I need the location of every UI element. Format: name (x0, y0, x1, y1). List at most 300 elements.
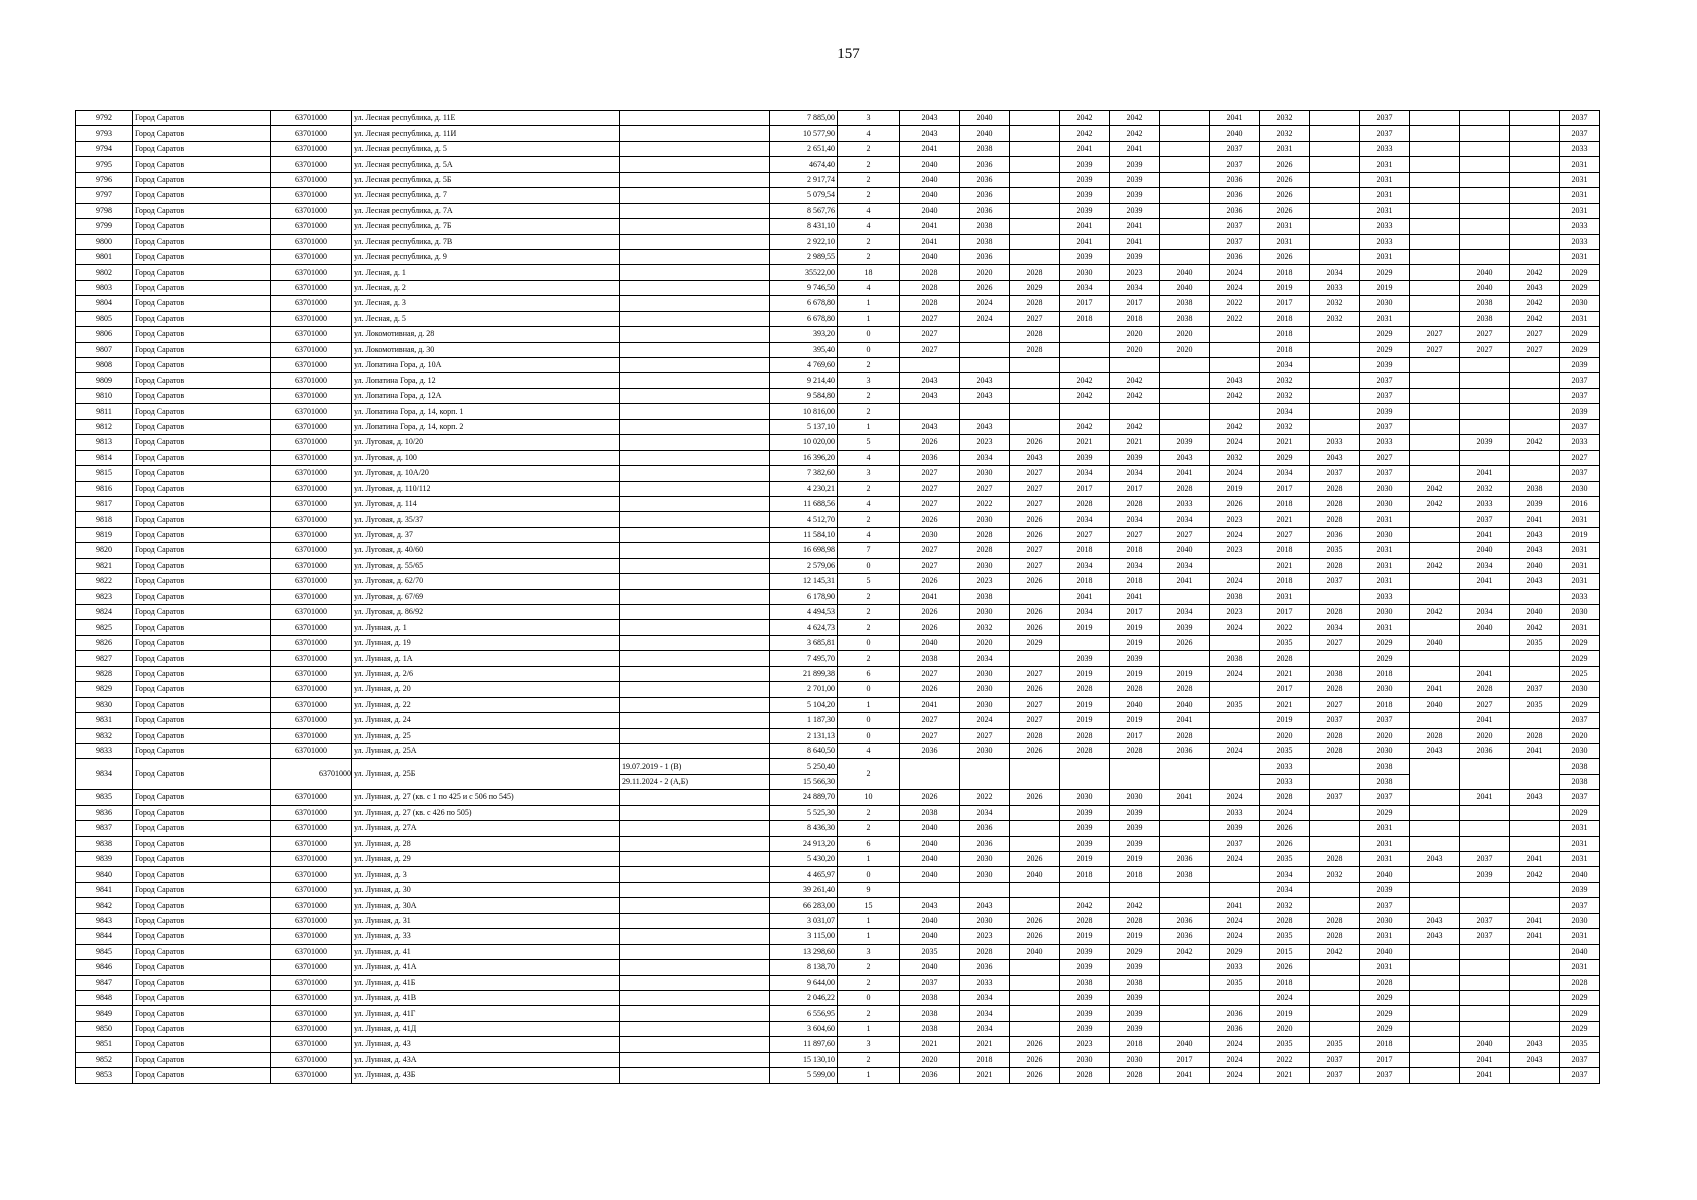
year-cell: 2031 (1560, 203, 1600, 218)
year-cell: 2024 (1210, 265, 1260, 280)
count-cell: 5 (838, 435, 900, 450)
year-cell: 2035 (900, 944, 960, 959)
year-cell: 2027 (1160, 527, 1210, 542)
year-cell: 2041 (1410, 682, 1460, 697)
year-cell (1010, 1006, 1060, 1021)
table-row (76, 311, 1600, 326)
year-cell: 2029 (1560, 1006, 1600, 1021)
count-cell: 1 (838, 913, 900, 928)
area-cell: 11 897,60 (770, 1037, 838, 1052)
year-cell: 2033 (1560, 435, 1600, 450)
year-cell: 2024 (1210, 527, 1260, 542)
year-cell: 2018 (1060, 867, 1110, 882)
year-cell (900, 404, 960, 419)
year-cell: 2027 (900, 558, 960, 573)
year-cell: 2034 (1260, 358, 1310, 373)
year-cell: 2042 (1210, 388, 1260, 403)
count-cell: 2 (838, 1052, 900, 1067)
year-cell: 2029 (1560, 651, 1600, 666)
municipality-cell: Город Саратов (133, 188, 271, 203)
year-cell: 2036 (1160, 913, 1210, 928)
area-cell: 2 989,55 (770, 249, 838, 264)
year-cell: 2037 (1560, 790, 1600, 805)
year-cell (1160, 960, 1210, 975)
oktmo-code-cell: 63701000 (271, 481, 352, 496)
year-cell: 2042 (1510, 435, 1560, 450)
year-cell (1310, 203, 1360, 218)
year-cell (1010, 419, 1060, 434)
year-cell: 2029 (1210, 944, 1260, 959)
year-cell: 2035 (1210, 697, 1260, 712)
address-cell: ул. Лесная, д. 1 (352, 265, 620, 280)
year-cell: 2029 (1560, 990, 1600, 1005)
note-cell (620, 743, 770, 758)
year-cell (1110, 358, 1160, 373)
year-cell (1410, 466, 1460, 481)
year-cell: 2028 (900, 265, 960, 280)
year-cell: 2040 (900, 157, 960, 172)
year-cell: 2019 (1260, 713, 1310, 728)
table-row (76, 419, 1600, 434)
municipality-cell: Город Саратов (133, 620, 271, 635)
year-cell: 2026 (1010, 790, 1060, 805)
year-cell: 2026 (900, 435, 960, 450)
year-cell: 2031 (1360, 836, 1410, 851)
year-cell: 2040 (1010, 944, 1060, 959)
year-cell (1310, 342, 1360, 357)
year-cell: 2037 (1560, 466, 1600, 481)
address-cell: ул. Луговая, д. 40/60 (352, 543, 620, 558)
year-cell (1410, 249, 1460, 264)
year-cell: 2029 (1360, 805, 1410, 820)
year-cell: 2026 (1260, 249, 1310, 264)
year-cell: 2039 (1110, 836, 1160, 851)
year-cell: 2037 (1210, 219, 1260, 234)
year-cell: 2029 (1560, 342, 1600, 357)
year-cell: 2026 (1010, 605, 1060, 620)
year-cell: 2029 (1110, 944, 1160, 959)
year-cell: 2034 (1160, 512, 1210, 527)
table-row (76, 280, 1600, 295)
municipality-cell: Город Саратов (133, 512, 271, 527)
year-cell: 2028 (1310, 728, 1360, 743)
area-cell: 8 567,76 (770, 203, 838, 218)
note-cell (620, 435, 770, 450)
year-cell: 2036 (900, 450, 960, 465)
year-cell (1510, 419, 1560, 434)
year-cell: 2039 (1110, 450, 1160, 465)
year-cell: 2028 (1160, 728, 1210, 743)
count-cell: 5 (838, 574, 900, 589)
note-cell (620, 358, 770, 373)
address-cell: ул. Локомотивная, д. 28 (352, 327, 620, 342)
year-cell: 2019 (1060, 666, 1110, 681)
year-cell: 2039 (1160, 435, 1210, 450)
year-cell: 2036 (900, 743, 960, 758)
address-cell: ул. Лунная, д. 30 (352, 882, 620, 897)
row-number-cell: 9850 (76, 1021, 133, 1036)
row-number-cell: 9807 (76, 342, 133, 357)
count-cell: 1 (838, 697, 900, 712)
year-cell (1410, 126, 1460, 141)
address-cell: ул. Лунная, д. 27А (352, 821, 620, 836)
year-cell: 2037 (1310, 713, 1360, 728)
year-cell: 2031 (1360, 821, 1410, 836)
oktmo-code-cell: 63701000 (271, 342, 352, 357)
year-cell (1460, 1006, 1510, 1021)
year-cell: 2042 (1510, 265, 1560, 280)
area-cell: 4 512,70 (770, 512, 838, 527)
year-cell: 2037 (1310, 1052, 1360, 1067)
year-cell: 2027 (1010, 311, 1060, 326)
year-cell: 2026 (900, 620, 960, 635)
year-cell (1060, 358, 1110, 373)
count-cell: 4 (838, 280, 900, 295)
year-cell (1460, 836, 1510, 851)
oktmo-code-cell: 63701000 (271, 713, 352, 728)
table-row (76, 620, 1600, 635)
address-cell: ул. Лунная, д. 43Б (352, 1068, 620, 1083)
year-cell: 2019 (1060, 697, 1110, 712)
year-cell: 2026 (1010, 682, 1060, 697)
year-cell: 2041 (1510, 743, 1560, 758)
count-cell: 3 (838, 111, 900, 126)
year-cell: 2033 (1210, 805, 1260, 820)
note-cell (620, 543, 770, 558)
year-cell: 2026 (1260, 821, 1310, 836)
year-cell: 2019 (1360, 280, 1410, 295)
year-cell: 2041 (1160, 466, 1210, 481)
year-cell: 2037 (1560, 898, 1600, 913)
year-cell: 2027 (900, 543, 960, 558)
year-cell: 2018 (1260, 311, 1310, 326)
year-cell: 2019 (1110, 713, 1160, 728)
year-cell: 2032 (960, 620, 1010, 635)
year-cell: 2026 (900, 512, 960, 527)
year-cell: 2042 (1110, 111, 1160, 126)
year-cell (1060, 759, 1110, 790)
note-cell (620, 450, 770, 465)
year-cell: 2043 (1410, 929, 1460, 944)
municipality-cell: Город Саратов (133, 898, 271, 913)
year-cell: 2031 (1560, 929, 1600, 944)
year-cell: 2038 (900, 1006, 960, 1021)
year-cell: 2041 (1460, 666, 1510, 681)
municipality-cell: Город Саратов (133, 1037, 271, 1052)
year-cell (1210, 728, 1260, 743)
year-cell (1160, 419, 1210, 434)
year-cell: 2028 (1010, 327, 1060, 342)
table-row (76, 759, 1600, 774)
year-cell: 2024 (1210, 574, 1260, 589)
table-row (76, 1006, 1600, 1021)
year-cell: 2039 (1460, 435, 1510, 450)
year-cell: 2035 (1510, 697, 1560, 712)
year-cell: 2040 (1560, 867, 1600, 882)
oktmo-code-cell: 63701000 (271, 960, 352, 975)
area-cell: 10 816,00 (770, 404, 838, 419)
note-cell (620, 311, 770, 326)
year-cell: 2035 (1310, 1037, 1360, 1052)
municipality-cell: Город Саратов (133, 373, 271, 388)
oktmo-code-cell: 63701000 (271, 188, 352, 203)
year-cell (1510, 821, 1560, 836)
year-cell: 2041 (1210, 898, 1260, 913)
row-number-cell: 9800 (76, 234, 133, 249)
year-cell: 2030 (960, 512, 1010, 527)
municipality-cell: Город Саратов (133, 605, 271, 620)
year-cell: 2037 (1310, 790, 1360, 805)
year-cell: 2038 (1210, 651, 1260, 666)
year-cell: 2018 (1260, 975, 1310, 990)
oktmo-code-cell: 63701000 (271, 280, 352, 295)
year-cell: 2042 (1410, 558, 1460, 573)
year-cell: 2041 (1060, 589, 1110, 604)
year-cell (1010, 898, 1060, 913)
year-cell (1510, 759, 1560, 790)
address-cell: ул. Лунная, д. 25 (352, 728, 620, 743)
year-cell (1510, 944, 1560, 959)
year-cell: 2040 (900, 172, 960, 187)
municipality-cell: Город Саратов (133, 651, 271, 666)
year-cell: 2020 (1560, 728, 1600, 743)
area-cell: 24 889,70 (770, 790, 838, 805)
year-cell (1410, 543, 1460, 558)
year-cell: 2026 (1010, 1068, 1060, 1083)
note-cell (620, 867, 770, 882)
year-cell: 2037 (1460, 852, 1510, 867)
area-cell: 3 031,07 (770, 913, 838, 928)
count-cell: 0 (838, 713, 900, 728)
table-row (76, 496, 1600, 511)
note-cell (620, 404, 770, 419)
year-cell: 2021 (960, 1037, 1010, 1052)
year-cell (1160, 172, 1210, 187)
oktmo-code-cell: 63701000 (271, 867, 352, 882)
year-cell (1160, 219, 1210, 234)
year-cell: 2029 (1360, 651, 1410, 666)
year-cell: 2024 (1210, 1037, 1260, 1052)
note-cell (620, 126, 770, 141)
year-cell: 2037 (1360, 1068, 1410, 1083)
note-cell (620, 203, 770, 218)
oktmo-code-cell: 63701000 (271, 666, 352, 681)
year-cell (900, 358, 960, 373)
municipality-cell: Город Саратов (133, 929, 271, 944)
note-cell (620, 1006, 770, 1021)
municipality-cell: Город Саратов (133, 852, 271, 867)
table-row (76, 821, 1600, 836)
note-cell (620, 481, 770, 496)
year-cell (1510, 450, 1560, 465)
year-cell (1460, 157, 1510, 172)
year-cell: 2017 (1260, 481, 1310, 496)
year-cell: 2039 (1110, 249, 1160, 264)
year-cell (1010, 882, 1060, 897)
year-cell (900, 759, 960, 790)
year-cell: 2040 (1410, 697, 1460, 712)
year-cell: 2042 (1210, 419, 1260, 434)
year-cell (1410, 960, 1460, 975)
year-cell (1410, 1037, 1460, 1052)
year-cell: 2043 (1410, 852, 1460, 867)
year-cell: 2036 (960, 821, 1010, 836)
year-cell (1460, 111, 1510, 126)
row-number-cell: 9828 (76, 666, 133, 681)
year-cell: 2028 (1410, 728, 1460, 743)
year-cell: 2039 (1110, 188, 1160, 203)
year-cell: 2032 (1260, 388, 1310, 403)
area-cell: 5 250,40 (770, 759, 838, 774)
table-row (76, 682, 1600, 697)
count-cell: 2 (838, 157, 900, 172)
year-cell (1160, 388, 1210, 403)
year-cell: 2018 (1360, 697, 1410, 712)
year-cell: 2024 (1210, 620, 1260, 635)
address-cell: ул. Лопатина Гора, д. 12 (352, 373, 620, 388)
year-cell: 2018 (1360, 666, 1410, 681)
table-row (76, 852, 1600, 867)
address-cell: ул. Лесная, д. 5 (352, 311, 620, 326)
area-cell: 3 115,00 (770, 929, 838, 944)
year-cell: 2030 (960, 867, 1010, 882)
year-cell: 2020 (900, 1052, 960, 1067)
area-cell: 9 644,00 (770, 975, 838, 990)
year-cell: 2031 (1260, 589, 1310, 604)
note-cell: 19.07.2019 - 1 (В) (620, 759, 770, 774)
year-cell (1060, 404, 1110, 419)
year-cell: 2015 (1260, 944, 1310, 959)
municipality-cell: Город Саратов (133, 1068, 271, 1083)
row-number-cell: 9804 (76, 296, 133, 311)
oktmo-code-cell: 63701000 (271, 929, 352, 944)
year-cell: 2023 (960, 574, 1010, 589)
year-cell: 2039 (1060, 203, 1110, 218)
area-cell: 8 138,70 (770, 960, 838, 975)
year-cell (1310, 774, 1360, 789)
year-cell: 2041 (1510, 512, 1560, 527)
year-cell: 2029 (1360, 635, 1410, 650)
year-cell: 2031 (1560, 620, 1600, 635)
table-row (76, 1068, 1600, 1083)
year-cell: 2028 (1010, 728, 1060, 743)
year-cell (1010, 126, 1060, 141)
year-cell: 2035 (1310, 543, 1360, 558)
municipality-cell: Город Саратов (133, 697, 271, 712)
municipality-cell: Город Саратов (133, 728, 271, 743)
year-cell: 2028 (1110, 743, 1160, 758)
address-cell: ул. Лунная, д. 33 (352, 929, 620, 944)
year-cell: 2039 (1060, 944, 1110, 959)
year-cell: 2034 (960, 651, 1010, 666)
area-cell: 5 525,30 (770, 805, 838, 820)
year-cell: 2038 (1060, 975, 1110, 990)
year-cell: 2029 (1560, 1021, 1600, 1036)
year-cell (1310, 219, 1360, 234)
year-cell (1410, 836, 1460, 851)
year-cell: 2031 (1560, 188, 1600, 203)
year-cell: 2040 (900, 852, 960, 867)
year-cell: 2028 (1310, 929, 1360, 944)
year-cell: 2038 (1360, 759, 1410, 774)
year-cell: 2027 (1510, 327, 1560, 342)
year-cell: 2020 (1260, 1021, 1310, 1036)
address-cell: ул. Лунная, д. 28 (352, 836, 620, 851)
year-cell: 2035 (1260, 635, 1310, 650)
address-cell: ул. Локомотивная, д. 30 (352, 342, 620, 357)
note-cell (620, 635, 770, 650)
row-number-cell: 9842 (76, 898, 133, 913)
year-cell: 2018 (1260, 342, 1310, 357)
year-cell: 2031 (1360, 574, 1410, 589)
year-cell: 2043 (900, 898, 960, 913)
year-cell (1410, 311, 1460, 326)
year-cell: 2024 (1210, 929, 1260, 944)
year-cell: 2041 (900, 589, 960, 604)
year-cell (1010, 188, 1060, 203)
year-cell: 2029 (1360, 265, 1410, 280)
year-cell: 2021 (1260, 697, 1310, 712)
year-cell: 2039 (1060, 172, 1110, 187)
municipality-cell: Город Саратов (133, 574, 271, 589)
year-cell (1160, 111, 1210, 126)
year-cell (1460, 651, 1510, 666)
row-number-cell: 9849 (76, 1006, 133, 1021)
table-row (76, 296, 1600, 311)
year-cell: 2042 (1510, 296, 1560, 311)
row-number-cell: 9831 (76, 713, 133, 728)
area-cell: 3 685,81 (770, 635, 838, 650)
count-cell: 4 (838, 203, 900, 218)
year-cell: 2033 (1560, 141, 1600, 156)
address-cell: ул. Лунная, д. 29 (352, 852, 620, 867)
year-cell: 2037 (1460, 913, 1510, 928)
row-number-cell: 9795 (76, 157, 133, 172)
year-cell: 2036 (1160, 929, 1210, 944)
year-cell: 2039 (1060, 157, 1110, 172)
year-cell (1410, 512, 1460, 527)
year-cell: 2030 (960, 666, 1010, 681)
table-row (76, 990, 1600, 1005)
address-cell: ул. Луговая, д. 110/112 (352, 481, 620, 496)
year-cell (1410, 821, 1460, 836)
year-cell: 2042 (1510, 620, 1560, 635)
year-cell: 2019 (1110, 620, 1160, 635)
note-cell (620, 512, 770, 527)
area-cell: 6 178,90 (770, 589, 838, 604)
year-cell (1010, 141, 1060, 156)
year-cell (1210, 759, 1260, 790)
table-row (76, 975, 1600, 990)
year-cell: 2040 (1160, 280, 1210, 295)
area-cell: 5 430,20 (770, 852, 838, 867)
note-cell (620, 929, 770, 944)
year-cell: 2036 (1210, 188, 1260, 203)
row-number-cell: 9816 (76, 481, 133, 496)
year-cell: 2042 (1060, 111, 1110, 126)
year-cell: 2029 (1360, 990, 1410, 1005)
year-cell: 2036 (1210, 203, 1260, 218)
area-cell: 35522,00 (770, 265, 838, 280)
table-row (76, 1052, 1600, 1067)
year-cell: 2040 (900, 203, 960, 218)
year-cell: 2034 (960, 450, 1010, 465)
year-cell: 2020 (1460, 728, 1510, 743)
year-cell: 2028 (1260, 651, 1310, 666)
year-cell: 2036 (1210, 249, 1260, 264)
year-cell (1510, 713, 1560, 728)
year-cell: 2017 (1360, 1052, 1410, 1067)
